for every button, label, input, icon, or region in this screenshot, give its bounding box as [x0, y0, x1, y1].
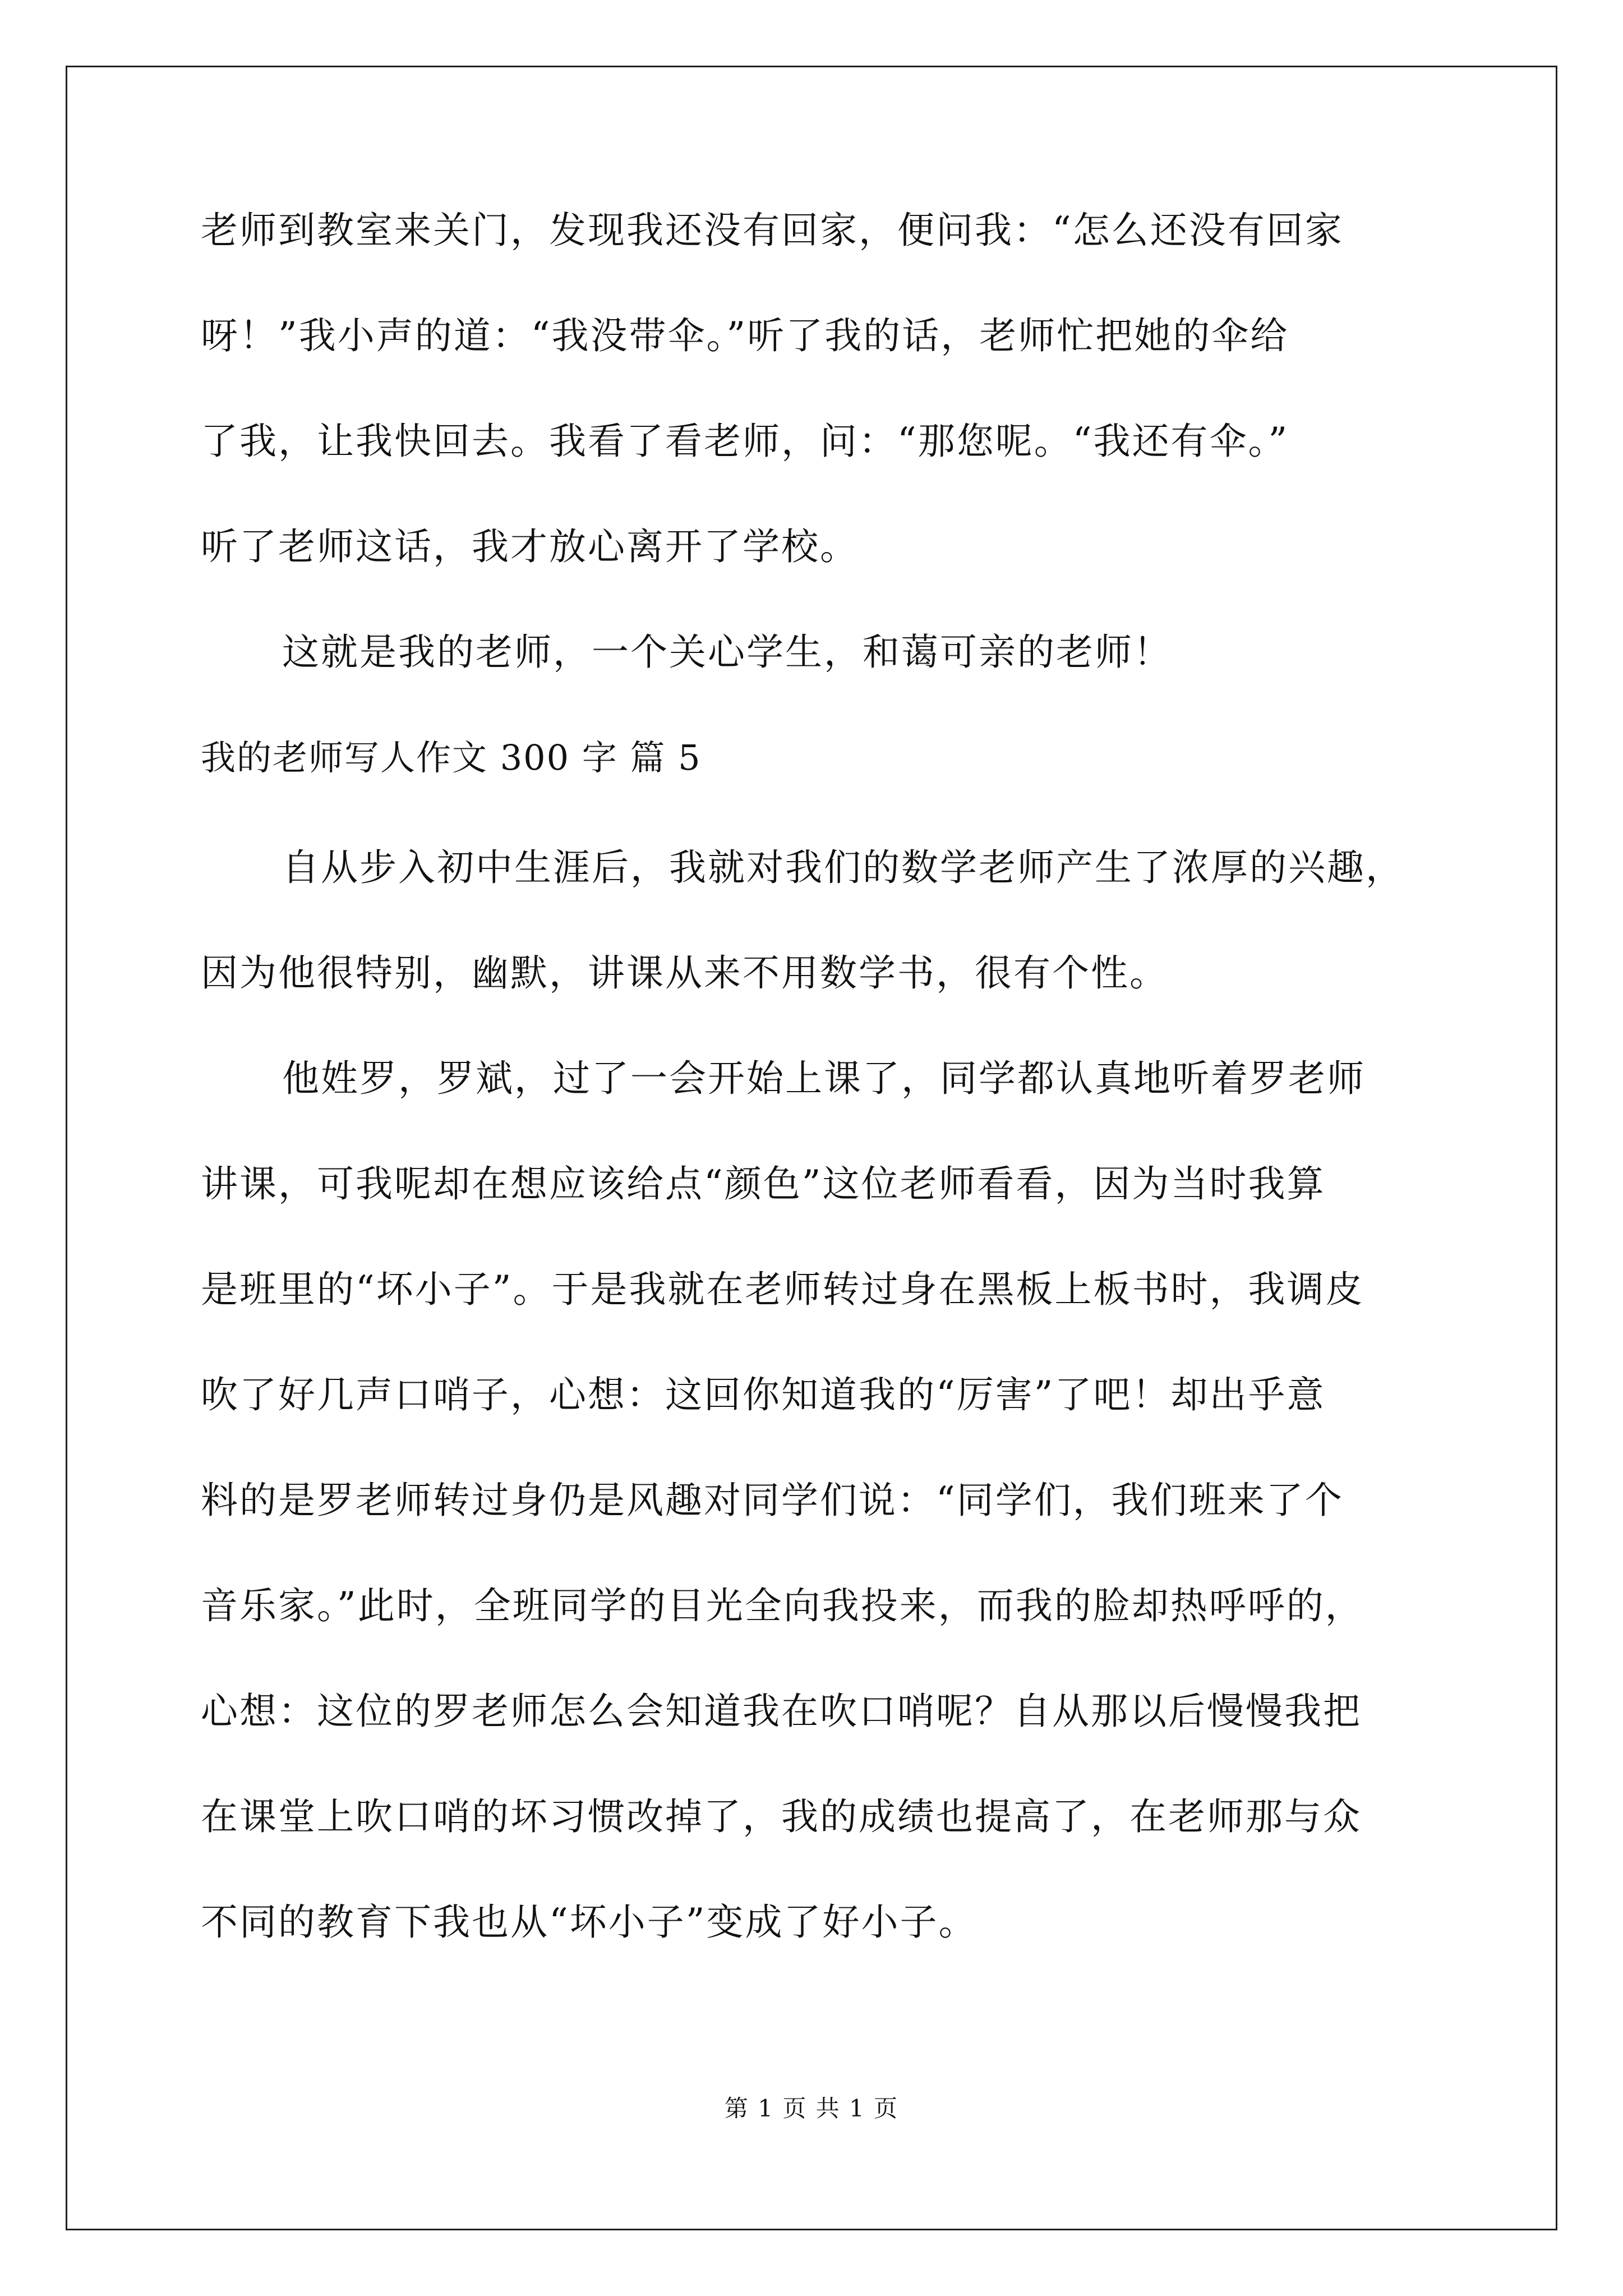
text-line: 因为他很特别，幽默，讲课从来不用数学书，很有个性。 [201, 951, 1168, 995]
paragraph-line: 自从步入初中生涯后，我就对我们的数学老师产生了浓厚的兴趣， [282, 846, 1404, 889]
text-line: 是班里的“坏小子”。于是我就在老师转过身在黑板上板书时，我调皮 [201, 1268, 1364, 1311]
page-number-footer: 第 1 页 共 1 页 [724, 2095, 899, 2122]
paragraph-line: 这就是我的老师，一个关心学生，和蔼可亲的老师！ [282, 631, 1172, 674]
text-line: 音乐家。”此时，全班同学的目光全向我投来，而我的脸却热呼呼的， [201, 1584, 1364, 1627]
text-line: 听了老师这话，我才放心离开了学校。 [201, 525, 859, 568]
text-line: 不同的教育下我也从“坏小子”变成了好小子。 [201, 1901, 978, 1944]
text-line: 老师到教室来关门，发现我还没有回家，便问我：“怎么还没有回家 [201, 209, 1344, 252]
text-line: 在课堂上吹口哨的坏习惯改掉了，我的成绩也提高了，在老师那与众 [201, 1795, 1362, 1838]
section-heading: 我的老师写人作文 300 字 篇 5 [201, 737, 702, 778]
document-body [201, 209, 1435, 1944]
text-line: 讲课，可我呢却在想应该给点“颜色”这位老师看看，因为当时我算 [201, 1162, 1326, 1205]
text-line: 呀！”我小声的道：“我没带伞。”听了我的话，老师忙把她的伞给 [201, 314, 1289, 357]
paragraph-line: 他姓罗，罗斌，过了一会开始上课了，同学都认真地听着罗老师 [282, 1057, 1366, 1100]
text-line: 了我，让我快回去。我看了看老师，问：“那您呢。“我还有伞。” [201, 420, 1289, 463]
text-line: 吹了好几声口哨子，心想：这回你知道我的“厉害”了吧！却出乎意 [201, 1373, 1326, 1416]
text-line: 心想：这位的罗老师怎么会知道我在吹口哨呢？自从那以后慢慢我把 [201, 1690, 1362, 1733]
text-line: 料的是罗老师转过身仍是风趣对同学们说：“同学们，我们班来了个 [201, 1479, 1344, 1522]
